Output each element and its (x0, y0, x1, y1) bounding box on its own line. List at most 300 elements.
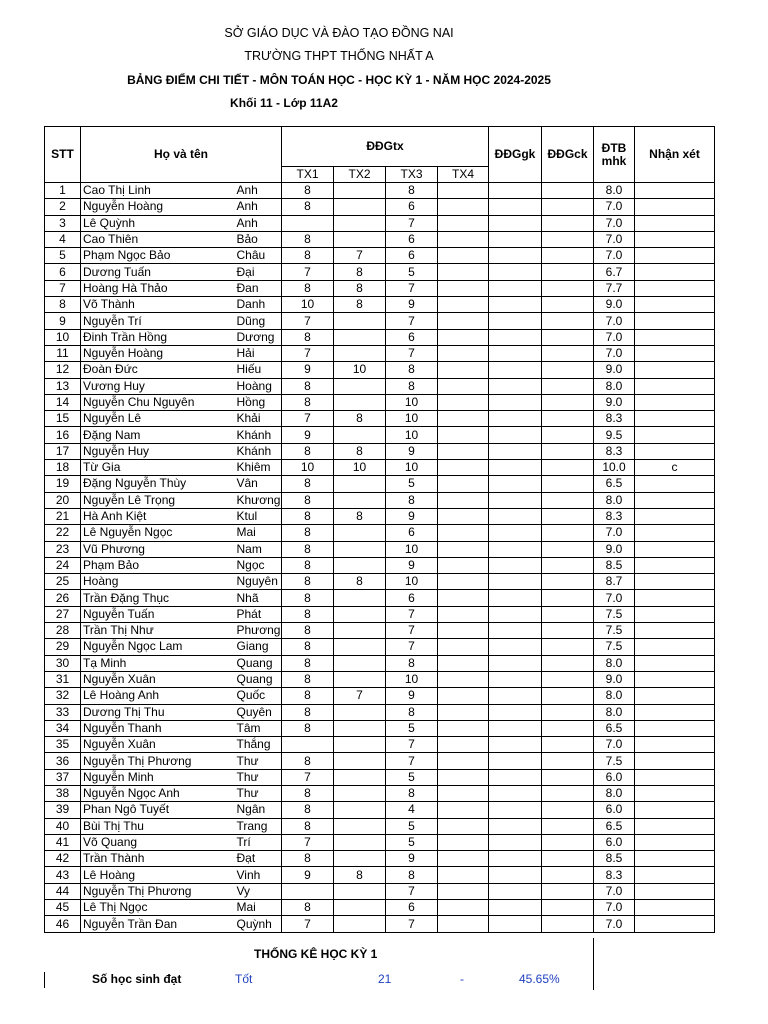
cell-tx1 (282, 737, 334, 753)
cell-tx4 (438, 248, 489, 264)
cell-tx3: 9 (386, 851, 438, 867)
cell-name: Vương Huy (81, 378, 235, 394)
table-row (45, 541, 715, 557)
cell-first-name: Đại (235, 264, 282, 280)
cell-ddgck (542, 639, 594, 655)
cell-dtb: 8.0 (594, 655, 635, 671)
cell-ddggk (489, 541, 542, 557)
cell-tx1: 8 (282, 525, 334, 541)
cell-stt: 19 (45, 476, 81, 492)
cell-first-name: Vy (235, 883, 282, 899)
cell-note (635, 769, 715, 785)
stats-title: THỐNG KÊ HỌC KỲ 1 (254, 947, 378, 961)
cell-ddggk (489, 476, 542, 492)
cell-tx4 (438, 655, 489, 671)
cell-name: Nguyễn Huy (81, 443, 235, 459)
cell-first-name: Quốc (235, 688, 282, 704)
cell-tx2 (334, 834, 386, 850)
cell-first-name: Thư (235, 769, 282, 785)
cell-stt: 41 (45, 834, 81, 850)
cell-first-name: Quỳnh (235, 916, 282, 932)
cell-ddgck (542, 215, 594, 231)
cell-tx3: 8 (386, 655, 438, 671)
cell-note (635, 183, 715, 199)
cell-tx4 (438, 802, 489, 818)
cell-tx2 (334, 394, 386, 410)
cell-name: Trần Đặng Thục (81, 590, 235, 606)
cell-note (635, 508, 715, 524)
cell-first-name: Thắng (235, 737, 282, 753)
cell-name: Vũ Phương (81, 541, 235, 557)
cell-ddggk (489, 916, 542, 932)
cell-first-name: Khánh (235, 427, 282, 443)
cell-tx1: 8 (282, 900, 334, 916)
department-heading: SỞ GIÁO DỤC VÀ ĐÀO TẠO ĐỒNG NAI (224, 26, 454, 40)
cell-name: Võ Thành (81, 297, 235, 313)
cell-note (635, 867, 715, 883)
cell-tx3: 6 (386, 329, 438, 345)
table-row (45, 769, 715, 785)
cell-dtb: 9.0 (594, 671, 635, 687)
cell-ddgck (542, 655, 594, 671)
cell-ddgck (542, 753, 594, 769)
cell-tx2 (334, 215, 386, 231)
cell-dtb: 7.0 (594, 231, 635, 247)
stats-level: Tốt (235, 972, 253, 986)
cell-note (635, 671, 715, 687)
cell-dtb: 9.0 (594, 394, 635, 410)
cell-dtb: 8.7 (594, 574, 635, 590)
cell-ddgck (542, 606, 594, 622)
cell-first-name: Anh (235, 183, 282, 199)
cell-first-name: Hải (235, 345, 282, 361)
cell-name: Nguyễn Hoàng (81, 199, 235, 215)
cell-stt: 7 (45, 280, 81, 296)
table-row (45, 183, 715, 199)
cell-ddgck (542, 313, 594, 329)
cell-ddgck (542, 378, 594, 394)
cell-ddggk (489, 557, 542, 573)
cell-tx3: 8 (386, 183, 438, 199)
cell-stt: 18 (45, 460, 81, 476)
col-header-stt: STT (45, 127, 81, 183)
cell-dtb: 8.3 (594, 443, 635, 459)
cell-name: Phạm Ngọc Bảo (81, 248, 235, 264)
cell-name: Cao Thiên (81, 231, 235, 247)
cell-tx1: 8 (282, 557, 334, 573)
cell-stt: 21 (45, 508, 81, 524)
cell-tx4 (438, 818, 489, 834)
table-row (45, 671, 715, 687)
cell-stt: 23 (45, 541, 81, 557)
table-row (45, 802, 715, 818)
cell-tx1 (282, 883, 334, 899)
cell-ddgck (542, 802, 594, 818)
cell-name: Đặng Nam (81, 427, 235, 443)
cell-tx3: 10 (386, 541, 438, 557)
cell-tx4 (438, 753, 489, 769)
table-row (45, 623, 715, 639)
cell-ddgck (542, 851, 594, 867)
cell-tx2 (334, 590, 386, 606)
cell-first-name: Hồng (235, 394, 282, 410)
cell-tx3: 5 (386, 834, 438, 850)
cell-note (635, 574, 715, 590)
cell-first-name: Hiếu (235, 362, 282, 378)
cell-ddggk (489, 720, 542, 736)
cell-tx3: 6 (386, 248, 438, 264)
cell-name: Lê Hoàng (81, 867, 235, 883)
cell-name: Võ Quang (81, 834, 235, 850)
cell-tx2 (334, 802, 386, 818)
cell-dtb: 7.0 (594, 525, 635, 541)
cell-note (635, 802, 715, 818)
cell-note (635, 590, 715, 606)
cell-dtb: 7.0 (594, 199, 635, 215)
cell-tx3: 10 (386, 671, 438, 687)
cell-tx4 (438, 280, 489, 296)
table-row (45, 215, 715, 231)
cell-name: Nguyễn Trí (81, 313, 235, 329)
cell-tx2 (334, 818, 386, 834)
cell-dtb: 7.0 (594, 900, 635, 916)
cell-dtb: 7.0 (594, 248, 635, 264)
cell-note (635, 834, 715, 850)
cell-stt: 31 (45, 671, 81, 687)
cell-tx1: 8 (282, 329, 334, 345)
cell-stt: 15 (45, 411, 81, 427)
cell-tx1: 8 (282, 280, 334, 296)
table-row (45, 264, 715, 280)
cell-tx1: 7 (282, 769, 334, 785)
cell-dtb: 6.7 (594, 264, 635, 280)
cell-tx2: 8 (334, 443, 386, 459)
cell-tx1: 8 (282, 785, 334, 801)
cell-tx1: 10 (282, 297, 334, 313)
cell-first-name: Khánh (235, 443, 282, 459)
cell-tx4 (438, 345, 489, 361)
cell-dtb: 8.3 (594, 508, 635, 524)
cell-ddggk (489, 525, 542, 541)
table-row (45, 737, 715, 753)
cell-ddggk (489, 411, 542, 427)
cell-tx4 (438, 427, 489, 443)
cell-tx4 (438, 443, 489, 459)
cell-ddggk (489, 639, 542, 655)
cell-first-name: Mai (235, 900, 282, 916)
cell-dtb: 9.0 (594, 362, 635, 378)
cell-dtb: 7.0 (594, 329, 635, 345)
cell-tx3: 9 (386, 443, 438, 459)
cell-tx1: 8 (282, 231, 334, 247)
cell-tx3: 5 (386, 769, 438, 785)
cell-tx4 (438, 671, 489, 687)
cell-first-name: Khải (235, 411, 282, 427)
cell-tx2: 8 (334, 264, 386, 280)
cell-stt: 33 (45, 704, 81, 720)
cell-tx3: 7 (386, 606, 438, 622)
cell-ddggk (489, 248, 542, 264)
cell-name: Nguyễn Thanh (81, 720, 235, 736)
cell-name: Nguyễn Xuân (81, 671, 235, 687)
cell-stt: 6 (45, 264, 81, 280)
cell-name: Trần Thành (81, 851, 235, 867)
cell-stt: 11 (45, 345, 81, 361)
cell-ddgck (542, 427, 594, 443)
cell-stt: 14 (45, 394, 81, 410)
cell-first-name: Vinh (235, 867, 282, 883)
table-row (45, 900, 715, 916)
cell-tx2 (334, 671, 386, 687)
cell-stt: 39 (45, 802, 81, 818)
cell-note (635, 476, 715, 492)
cell-tx2 (334, 476, 386, 492)
cell-tx2: 8 (334, 280, 386, 296)
table-row (45, 867, 715, 883)
cell-stt: 8 (45, 297, 81, 313)
cell-dtb: 8.0 (594, 704, 635, 720)
cell-dtb: 8.5 (594, 851, 635, 867)
cell-first-name: Dương (235, 329, 282, 345)
cell-tx1: 7 (282, 411, 334, 427)
cell-note (635, 900, 715, 916)
table-row (45, 427, 715, 443)
cell-ddgck (542, 525, 594, 541)
cell-ddggk (489, 606, 542, 622)
col-header-ddgtx: ĐĐGtx (282, 127, 489, 167)
cell-first-name: Trí (235, 834, 282, 850)
cell-first-name: Dũng (235, 313, 282, 329)
table-row (45, 639, 715, 655)
col-header-note: Nhận xét (635, 127, 715, 183)
cell-name: Nguyễn Lê Trọng (81, 492, 235, 508)
cell-ddggk (489, 183, 542, 199)
cell-tx1: 7 (282, 834, 334, 850)
cell-tx1: 9 (282, 362, 334, 378)
cell-dtb: 9.5 (594, 427, 635, 443)
cell-ddggk (489, 297, 542, 313)
cell-tx3: 6 (386, 525, 438, 541)
cell-tx3: 10 (386, 411, 438, 427)
cell-first-name: Đan (235, 280, 282, 296)
cell-first-name: Ngân (235, 802, 282, 818)
cell-ddggk (489, 329, 542, 345)
cell-first-name: Khiêm (235, 460, 282, 476)
cell-name: Nguyễn Xuân (81, 737, 235, 753)
cell-stt: 44 (45, 883, 81, 899)
cell-stt: 12 (45, 362, 81, 378)
cell-tx4 (438, 688, 489, 704)
cell-tx4 (438, 525, 489, 541)
cell-ddgck (542, 411, 594, 427)
cell-tx4 (438, 313, 489, 329)
cell-tx1: 8 (282, 394, 334, 410)
report-title: BẢNG ĐIỂM CHI TIẾT - MÔN TOÁN HỌC - HỌC KỲ 1 - NĂM HỌC 2024-2025 (127, 73, 551, 87)
cell-tx2 (334, 492, 386, 508)
cell-stt: 35 (45, 737, 81, 753)
cell-ddggk (489, 313, 542, 329)
cell-ddggk (489, 394, 542, 410)
cell-first-name: Châu (235, 248, 282, 264)
cell-first-name: Danh (235, 297, 282, 313)
cell-tx4 (438, 378, 489, 394)
cell-tx2 (334, 851, 386, 867)
cell-dtb: 7.0 (594, 215, 635, 231)
cell-stt: 36 (45, 753, 81, 769)
cell-ddgck (542, 590, 594, 606)
cell-tx1: 8 (282, 508, 334, 524)
cell-first-name: Nguyên (235, 574, 282, 590)
table-row (45, 313, 715, 329)
cell-tx4 (438, 623, 489, 639)
table-row (45, 280, 715, 296)
cell-tx4 (438, 362, 489, 378)
cell-tx1: 8 (282, 671, 334, 687)
cell-tx2: 10 (334, 460, 386, 476)
cell-first-name: Nam (235, 541, 282, 557)
cell-note (635, 362, 715, 378)
cell-name: Hoàng (81, 574, 235, 590)
table-row (45, 851, 715, 867)
stats-dash: - (460, 972, 464, 986)
cell-tx4 (438, 834, 489, 850)
cell-ddgck (542, 883, 594, 899)
cell-stt: 30 (45, 655, 81, 671)
cell-dtb: 8.0 (594, 378, 635, 394)
cell-ddgck (542, 623, 594, 639)
table-row (45, 362, 715, 378)
cell-note (635, 394, 715, 410)
cell-ddgck (542, 508, 594, 524)
cell-name: Nguyễn Hoàng (81, 345, 235, 361)
cell-name: Nguyễn Trần Đan (81, 916, 235, 932)
cell-ddgck (542, 737, 594, 753)
cell-tx3: 10 (386, 394, 438, 410)
cell-tx3: 9 (386, 508, 438, 524)
cell-note (635, 541, 715, 557)
cell-first-name: Ktul (235, 508, 282, 524)
cell-tx4 (438, 769, 489, 785)
cell-tx4 (438, 394, 489, 410)
school-heading: TRƯỜNG THPT THỐNG NHẤT A (244, 49, 434, 63)
cell-tx3: 9 (386, 557, 438, 573)
cell-tx3: 8 (386, 492, 438, 508)
cell-first-name: Tâm (235, 720, 282, 736)
cell-ddggk (489, 704, 542, 720)
cell-ddggk (489, 851, 542, 867)
cell-name: Nguyễn Chu Nguyên (81, 394, 235, 410)
cell-note (635, 639, 715, 655)
cell-tx1: 8 (282, 378, 334, 394)
cell-note (635, 606, 715, 622)
cell-tx1: 8 (282, 688, 334, 704)
table-row (45, 785, 715, 801)
cell-stt: 38 (45, 785, 81, 801)
cell-dtb: 7.0 (594, 737, 635, 753)
cell-note (635, 623, 715, 639)
cell-dtb: 7.0 (594, 313, 635, 329)
cell-name: Nguyễn Thị Phương (81, 883, 235, 899)
cell-tx4 (438, 916, 489, 932)
cell-ddgck (542, 460, 594, 476)
cell-name: Lê Thị Ngọc (81, 900, 235, 916)
cell-ddgck (542, 867, 594, 883)
cell-name: Nguyễn Minh (81, 769, 235, 785)
cell-stt: 24 (45, 557, 81, 573)
cell-note (635, 883, 715, 899)
cell-note (635, 818, 715, 834)
cell-name: Tạ Minh (81, 655, 235, 671)
cell-tx2: 10 (334, 362, 386, 378)
cell-first-name: Phương (236, 623, 281, 638)
cell-dtb: 7.0 (594, 916, 635, 932)
cell-tx1: 9 (282, 867, 334, 883)
cell-dtb: 8.0 (594, 785, 635, 801)
cell-name: Lê Quỳnh (81, 215, 235, 231)
cell-ddgck (542, 231, 594, 247)
cell-note (635, 313, 715, 329)
cell-first-name: Thư (235, 753, 282, 769)
cell-first-name: Vân (235, 476, 282, 492)
cell-first-name: Quang (235, 655, 282, 671)
cell-note (635, 720, 715, 736)
cell-ddgck (542, 834, 594, 850)
cell-stt: 5 (45, 248, 81, 264)
cell-tx3: 7 (386, 737, 438, 753)
cell-first-name: Phát (235, 606, 282, 622)
cell-tx1: 8 (282, 704, 334, 720)
cell-tx2 (334, 623, 386, 639)
cell-tx3: 8 (386, 867, 438, 883)
cell-tx2 (334, 541, 386, 557)
cell-note (635, 916, 715, 932)
cell-tx3: 10 (386, 460, 438, 476)
cell-dtb: 9.0 (594, 541, 635, 557)
cell-tx4 (438, 867, 489, 883)
table-row (45, 753, 715, 769)
cell-tx4 (438, 231, 489, 247)
table-row (45, 492, 715, 508)
cell-tx3: 8 (386, 378, 438, 394)
cell-stt: 34 (45, 720, 81, 736)
cell-dtb: 7.0 (594, 590, 635, 606)
table-row (45, 557, 715, 573)
cell-name: Cao Thị Linh (81, 183, 235, 199)
cell-first-name: Ngọc (235, 557, 282, 573)
cell-note (635, 280, 715, 296)
cell-stt: 28 (45, 623, 81, 639)
cell-stt: 4 (45, 231, 81, 247)
cell-stt: 25 (45, 574, 81, 590)
cell-tx3: 4 (386, 802, 438, 818)
cell-name: Nguyễn Thị Phương (81, 753, 235, 769)
table-row (45, 655, 715, 671)
cell-tx4 (438, 460, 489, 476)
stats-count: 21 (378, 972, 392, 986)
cell-tx3: 8 (386, 785, 438, 801)
cell-note (635, 737, 715, 753)
cell-tx2 (334, 329, 386, 345)
cell-first-name: Nhã (235, 590, 282, 606)
table-row (45, 606, 715, 622)
table-row (45, 704, 715, 720)
cell-ddgck (542, 720, 594, 736)
cell-stt: 2 (45, 199, 81, 215)
cell-dtb: 10.0 (594, 460, 635, 476)
cell-ddggk (489, 671, 542, 687)
cell-tx1: 8 (282, 443, 334, 459)
cell-name: Từ Gia (81, 460, 235, 476)
